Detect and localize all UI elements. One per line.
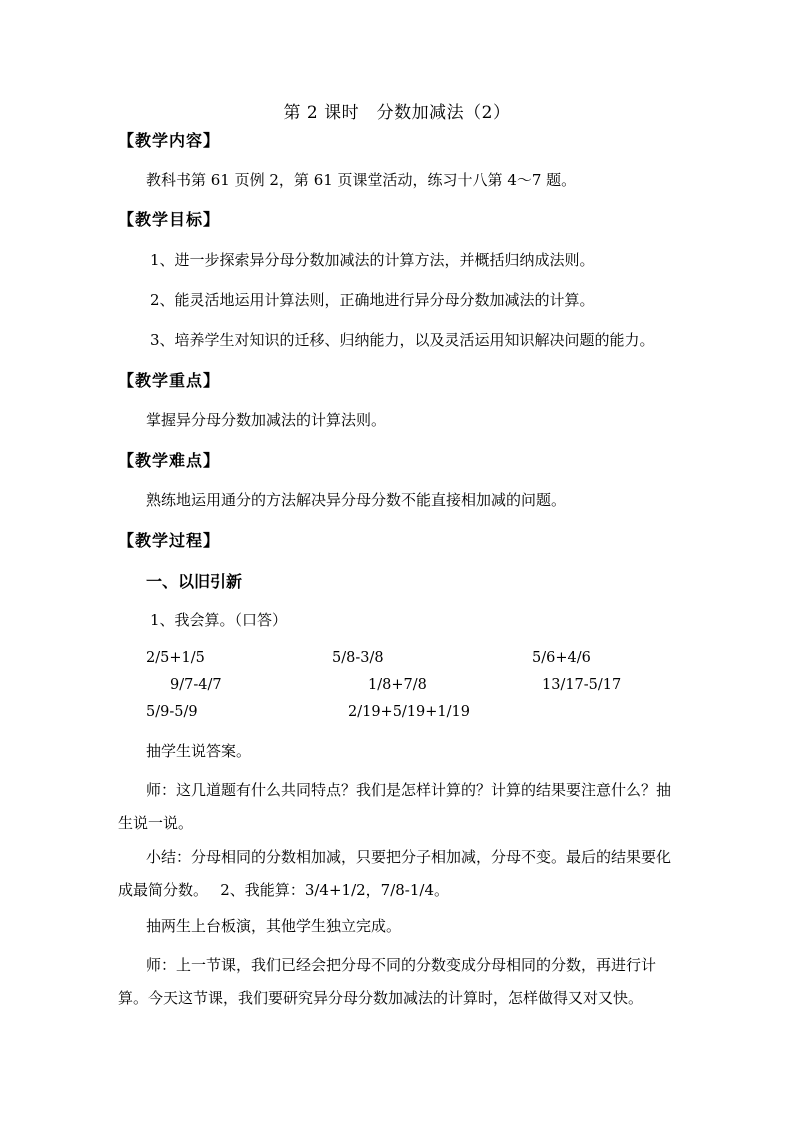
expression: 2/19+5/19+1/19 (348, 704, 470, 720)
expression: 5/8-3/8 (332, 650, 384, 666)
heading-goals: 【教学目标】 (118, 210, 221, 229)
goal-item-3: 3、培养学生对知识的迁移、归纳能力，以及灵活运用知识解决问题的能力。 (150, 331, 655, 349)
expression: 5/6+4/6 (532, 650, 591, 666)
content-text: 教科书第 61 页例 2，第 61 页课堂活动，练习十八第 4～7 题。 (146, 171, 577, 189)
goal-item-2: 2、能灵活地运用计算法则，正确地进行异分母分数加减法的计算。 (150, 291, 595, 309)
paragraph: 小结：分母相同的分数相加减，只要把分子相加减，分母不变。最后的结果要化成最简分数。 2、我能算：3/4+1/2，7/8-1/4。 (118, 848, 672, 899)
expression: 1/8+7/8 (368, 677, 427, 693)
expression: 9/7-4/7 (170, 677, 222, 693)
exercise-title: 1、我会算。（口答） (150, 611, 288, 629)
paragraph: 抽两生上台板演，其他学生独立完成。 (146, 917, 402, 935)
process-subheading: 一、以旧引新 (146, 572, 243, 591)
heading-key-point: 【教学重点】 (118, 371, 221, 390)
expression: 5/9-5/9 (146, 704, 198, 720)
goal-item-1: 1、进一步探索异分母分数加减法的计算方法，并概括归纳成法则。 (150, 251, 595, 269)
heading-content: 【教学内容】 (118, 131, 221, 150)
expression: 2/5+1/5 (146, 650, 205, 666)
expression: 13/17-5/17 (542, 677, 622, 693)
key-point-text: 掌握异分母分数加减法的计算法则。 (146, 411, 387, 429)
heading-process: 【教学过程】 (118, 531, 221, 550)
heading-difficulty: 【教学难点】 (118, 451, 221, 470)
paragraph: 抽学生说答案。 (146, 742, 252, 760)
difficulty-text: 熟练地运用通分的方法解决异分母分数不能直接相加减的问题。 (146, 491, 567, 509)
page-title: 第 2 课时 分数加减法（2） (283, 103, 511, 123)
paragraph: 师：这几道题有什么共同特点？我们是怎样计算的？计算的结果要注意什么？抽生说一说。 (118, 781, 672, 832)
paragraph: 师：上一节课，我们已经会把分母不同的分数变成分母相同的分数，再进行计算。今天这节课，我们要研究异分母分数加减法的计算时，怎样做得又对又快。 (118, 956, 657, 1007)
